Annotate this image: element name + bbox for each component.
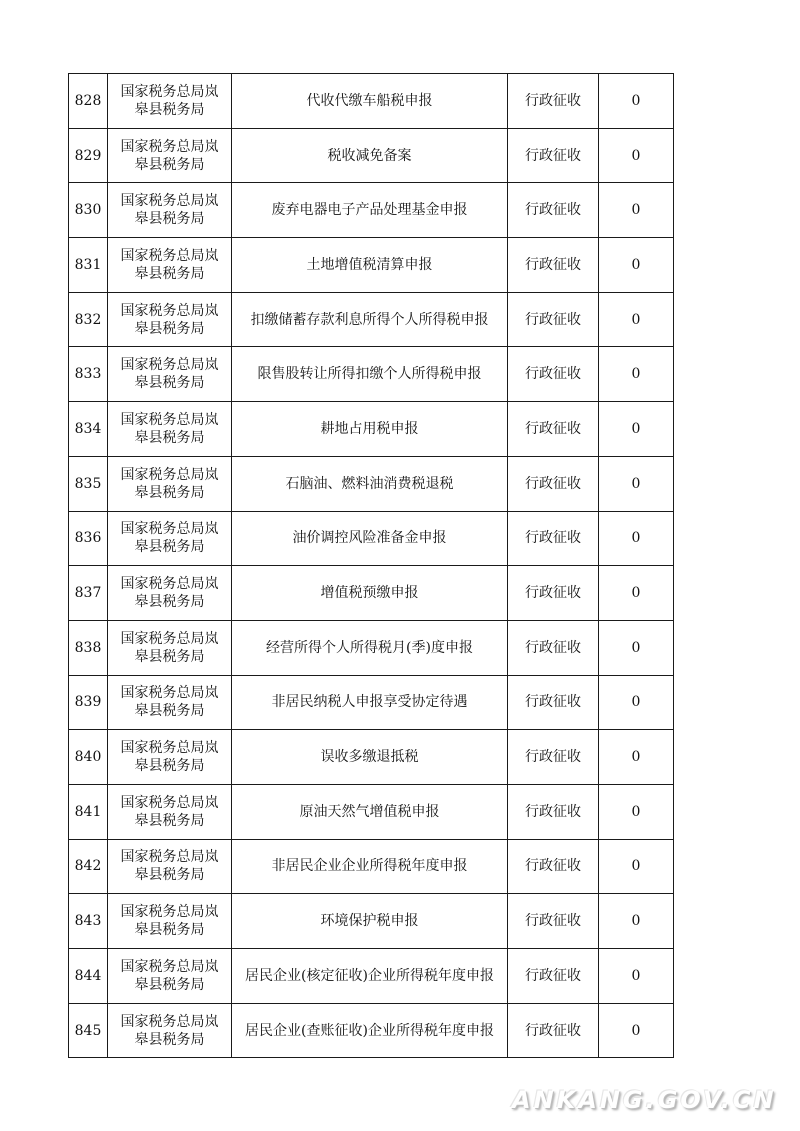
organization-line-1: 国家税务总局岚 [120, 83, 219, 100]
organization-line-2: 皋县税务局 [134, 429, 205, 446]
table-body [69, 74, 674, 1058]
count-cell: 0 [599, 238, 674, 293]
organization-cell [108, 566, 232, 621]
count-cell: 0 [599, 894, 674, 949]
organization-cell [108, 675, 232, 730]
item-name-cell: 扣缴储蓄存款利息所得个人所得税申报 [232, 292, 508, 347]
organization-cell [108, 74, 232, 129]
item-type-cell: 行政征收 [508, 839, 599, 894]
organization-cell [108, 292, 232, 347]
count-cell: 0 [599, 1003, 674, 1058]
item-name-cell: 土地增值税清算申报 [232, 238, 508, 293]
organization-line-1: 国家税务总局岚 [120, 357, 219, 374]
row-number-cell: 844 [69, 949, 108, 1004]
site-watermark: ANKANG.GOV.CN [512, 1086, 777, 1114]
row-number-cell: 833 [69, 347, 108, 402]
item-type-cell: 行政征收 [508, 128, 599, 183]
organization-line-1: 国家税务总局岚 [120, 247, 219, 264]
item-type-cell: 行政征收 [508, 675, 599, 730]
organization-cell [108, 128, 232, 183]
item-name-cell: 税收减免备案 [232, 128, 508, 183]
table-row [69, 949, 674, 1004]
table-row [69, 566, 674, 621]
item-name-cell: 误收多缴退抵税 [232, 730, 508, 785]
organization-line-2: 皋县税务局 [134, 156, 205, 173]
item-type-cell: 行政征收 [508, 511, 599, 566]
organization-cell [108, 784, 232, 839]
organization-line-2: 皋县税务局 [134, 758, 205, 775]
organization-line-1: 国家税务总局岚 [120, 1013, 219, 1030]
count-cell: 0 [599, 784, 674, 839]
count-cell: 0 [599, 730, 674, 785]
organization-cell [108, 949, 232, 1004]
table-row [69, 456, 674, 511]
table-row [69, 128, 674, 183]
item-type-cell: 行政征收 [508, 74, 599, 129]
row-number-cell: 834 [69, 402, 108, 457]
count-cell: 0 [599, 183, 674, 238]
count-cell: 0 [599, 292, 674, 347]
row-number-cell: 832 [69, 292, 108, 347]
organization-line-2: 皋县税务局 [134, 375, 205, 392]
table-row [69, 238, 674, 293]
organization-cell [108, 894, 232, 949]
organization-line-2: 皋县税务局 [134, 867, 205, 884]
organization-line-1: 国家税务总局岚 [120, 630, 219, 647]
count-cell: 0 [599, 128, 674, 183]
row-number-cell: 838 [69, 620, 108, 675]
organization-line-1: 国家税务总局岚 [120, 193, 219, 210]
organization-line-2: 皋县税务局 [134, 1031, 205, 1048]
organization-cell [108, 839, 232, 894]
table-row [69, 347, 674, 402]
organization-line-1: 国家税务总局岚 [120, 302, 219, 319]
item-name-cell: 经营所得个人所得税月(季)度申报 [232, 620, 508, 675]
organization-cell [108, 347, 232, 402]
item-type-cell: 行政征收 [508, 784, 599, 839]
item-type-cell: 行政征收 [508, 620, 599, 675]
row-number-cell: 841 [69, 784, 108, 839]
organization-line-2: 皋县税务局 [134, 265, 205, 282]
item-name-cell: 废弃电器电子产品处理基金申报 [232, 183, 508, 238]
organization-cell [108, 238, 232, 293]
row-number-cell: 837 [69, 566, 108, 621]
row-number-cell: 839 [69, 675, 108, 730]
count-cell: 0 [599, 675, 674, 730]
item-name-cell: 环境保护税申报 [232, 894, 508, 949]
organization-line-1: 国家税务总局岚 [120, 958, 219, 975]
table-row [69, 675, 674, 730]
organization-line-2: 皋县税务局 [134, 648, 205, 665]
item-type-cell: 行政征收 [508, 238, 599, 293]
item-name-cell: 耕地占用税申报 [232, 402, 508, 457]
item-name-cell: 石脑油、燃料油消费税退税 [232, 456, 508, 511]
organization-cell [108, 620, 232, 675]
item-name-cell: 油价调控风险准备金申报 [232, 511, 508, 566]
count-cell: 0 [599, 511, 674, 566]
row-number-cell: 843 [69, 894, 108, 949]
item-name-cell: 居民企业(核定征收)企业所得税年度申报 [232, 949, 508, 1004]
item-name-cell: 非居民企业企业所得税年度申报 [232, 839, 508, 894]
table-row [69, 1003, 674, 1058]
organization-line-2: 皋县税务局 [134, 922, 205, 939]
organization-line-2: 皋县税务局 [134, 211, 205, 228]
organization-cell [108, 456, 232, 511]
organization-line-1: 国家税务总局岚 [120, 521, 219, 538]
count-cell: 0 [599, 566, 674, 621]
row-number-cell: 845 [69, 1003, 108, 1058]
table-row [69, 620, 674, 675]
row-number-cell: 828 [69, 74, 108, 129]
item-name-cell: 限售股转让所得扣缴个人所得税申报 [232, 347, 508, 402]
count-cell: 0 [599, 347, 674, 402]
table-row [69, 784, 674, 839]
organization-line-2: 皋县税务局 [134, 101, 205, 118]
organization-cell [108, 511, 232, 566]
item-name-cell: 非居民纳税人申报享受协定待遇 [232, 675, 508, 730]
organization-line-2: 皋县税务局 [134, 539, 205, 556]
organization-line-2: 皋县税务局 [134, 320, 205, 337]
item-type-cell: 行政征收 [508, 402, 599, 457]
organization-line-2: 皋县税务局 [134, 976, 205, 993]
row-number-cell: 840 [69, 730, 108, 785]
row-number-cell: 842 [69, 839, 108, 894]
row-number-cell: 836 [69, 511, 108, 566]
tax-items-table [68, 73, 674, 1058]
table-row [69, 511, 674, 566]
organization-line-1: 国家税务总局岚 [120, 740, 219, 757]
organization-line-1: 国家税务总局岚 [120, 794, 219, 811]
item-type-cell: 行政征收 [508, 456, 599, 511]
organization-line-2: 皋县税务局 [134, 484, 205, 501]
item-type-cell: 行政征收 [508, 730, 599, 785]
table-row [69, 292, 674, 347]
organization-cell [108, 730, 232, 785]
row-number-cell: 835 [69, 456, 108, 511]
item-type-cell: 行政征收 [508, 894, 599, 949]
organization-cell [108, 1003, 232, 1058]
organization-line-2: 皋县税务局 [134, 594, 205, 611]
count-cell: 0 [599, 949, 674, 1004]
table-row [69, 730, 674, 785]
item-type-cell: 行政征收 [508, 949, 599, 1004]
count-cell: 0 [599, 456, 674, 511]
item-name-cell: 代收代缴车船税申报 [232, 74, 508, 129]
count-cell: 0 [599, 839, 674, 894]
organization-line-1: 国家税务总局岚 [120, 685, 219, 702]
table-row [69, 839, 674, 894]
row-number-cell: 831 [69, 238, 108, 293]
table-row [69, 402, 674, 457]
organization-line-1: 国家税务总局岚 [120, 849, 219, 866]
count-cell: 0 [599, 74, 674, 129]
table-row [69, 894, 674, 949]
item-name-cell: 居民企业(查账征收)企业所得税年度申报 [232, 1003, 508, 1058]
item-type-cell: 行政征收 [508, 1003, 599, 1058]
organization-line-2: 皋县税务局 [134, 812, 205, 829]
item-name-cell: 原油天然气增值税申报 [232, 784, 508, 839]
table-row [69, 74, 674, 129]
item-type-cell: 行政征收 [508, 566, 599, 621]
row-number-cell: 829 [69, 128, 108, 183]
item-name-cell: 增值税预缴申报 [232, 566, 508, 621]
item-type-cell: 行政征收 [508, 347, 599, 402]
table-row [69, 183, 674, 238]
organization-line-2: 皋县税务局 [134, 703, 205, 720]
organization-line-1: 国家税务总局岚 [120, 411, 219, 428]
organization-cell [108, 183, 232, 238]
row-number-cell: 830 [69, 183, 108, 238]
organization-line-1: 国家税务总局岚 [120, 576, 219, 593]
item-type-cell: 行政征收 [508, 292, 599, 347]
organization-line-1: 国家税务总局岚 [120, 138, 219, 155]
organization-cell [108, 402, 232, 457]
count-cell: 0 [599, 620, 674, 675]
count-cell: 0 [599, 402, 674, 457]
organization-line-1: 国家税务总局岚 [120, 466, 219, 483]
organization-line-1: 国家税务总局岚 [120, 904, 219, 921]
item-type-cell: 行政征收 [508, 183, 599, 238]
